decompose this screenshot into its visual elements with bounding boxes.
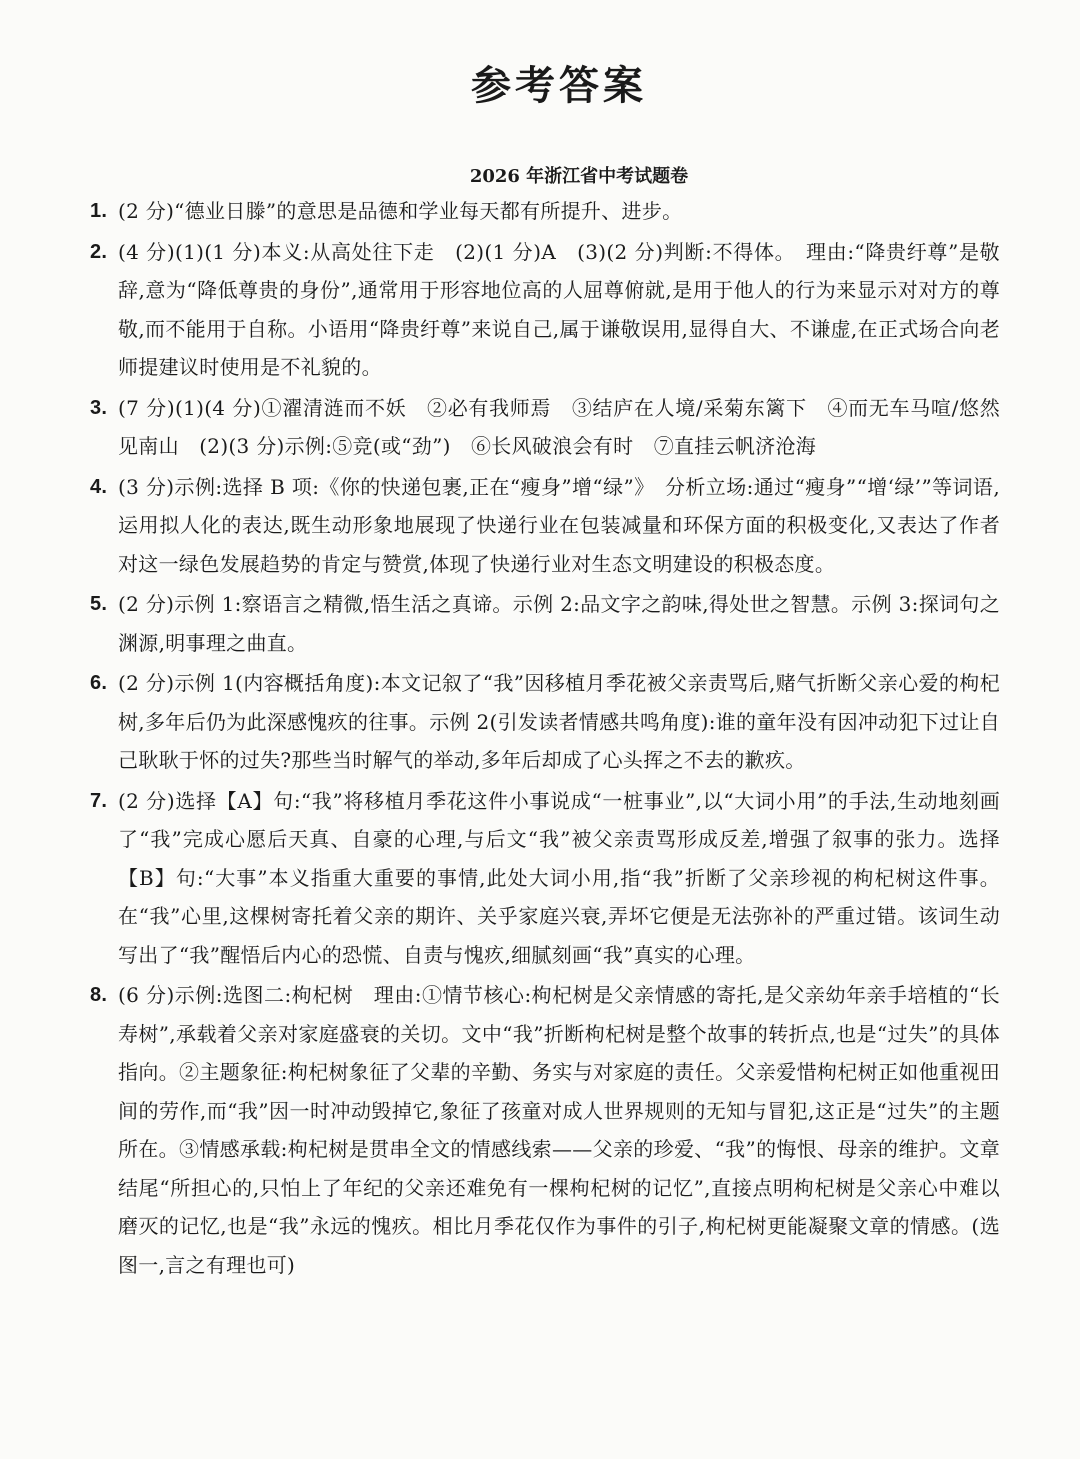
answer-text: (6 分)示例:选图二:枸杞树 理由:①情节核心:枸杞树是父亲情感的寄托,是父亲幼年亲手培植的“长寿树”,承载着父亲对家庭盛衰的关切。文中“我”折断枸杞树是整个故事的转折点,也是“过失”的具体指向。②主题象征:枸杞树象征了父辈的辛勤、务实与对家庭的责任。父亲爱惜枸杞树正如他重视田间的劳作,而“我”因一时冲动毁掉它,象征了孩童对成人世界规则的无知与冒犯,这正是“过失”的主题所在。③情感承载:枸杞树是贯串全文的情感线索——父亲的珍爱、“我”的悔恨、母亲的维护。文章结尾“所担心的,只怕上了年纪的父亲还难免有一棵枸杞树的记忆”,直接点明枸杞树是父亲心中难以磨灭的记忆,也是“我”永远的愧疚。相比月季花仅作为事件的引子,枸杞树更能凝聚文章的情感。(选图一,言之有理也可): [118, 983, 1000, 1277]
question-number: 2.: [90, 240, 108, 263]
answer-text: (4 分)(1)(1 分)本义:从高处往下走 (2)(1 分)A (3)(2 分)判断:不得体。 理由:“降贵纡尊”是敬辞,意为“降低尊贵的身份”,通常用于形容地位高的人屈尊俯就,是用于他人的行为来显示对对方的尊敬,而不能用于自称。小语用“降贵纡尊”来说自己,属于谦敬误用,显得自大、不谦虚,在正式场合向老师提建议时使用是不礼貌的。: [118, 239, 1000, 379]
answer-text: (7 分)(1)(4 分)①濯清涟而不妖 ②必有我师焉 ③结庐在人境/采菊东篱下 ④而无车马喧/悠然见南山 (2)(3 分)示例:⑤竞(或“劲”) ⑥长风破浪会有时 ⑦直挂云帆济沧海: [118, 395, 1000, 458]
exam-subtitle: 2026 年浙江省中考试题卷: [469, 166, 689, 187]
question-number: 5.: [90, 593, 108, 615]
answer-list: [90, 192, 1000, 1284]
answer-item-1: [90, 192, 1000, 231]
answer-text: (3 分)示例:选择 B 项:《你的快递包裹,正在“瘦身”增“绿”》 分析立场:通过“瘦身”“增‘绿’”等词语,运用拟人化的表达,既生动形象地展现了快递行业在包装减量和环保方面的积极变化,又表达了作者对这一绿色发展趋势的肯定与赞赏,体现了快递行业对生态文明建设的积极态度。: [118, 474, 1000, 576]
answer-item-7: [90, 782, 1000, 975]
question-number: 4.: [90, 475, 108, 498]
question-number: 3.: [90, 396, 108, 419]
answer-item-5: [90, 585, 1000, 662]
question-number: 7.: [90, 789, 108, 812]
answer-item-6: [90, 664, 1000, 780]
answer-item-3: [90, 389, 1000, 466]
question-number: 1.: [90, 200, 108, 222]
question-number: 8.: [90, 984, 108, 1006]
answer-text: (2 分)示例 1(内容概括角度):本文记叙了“我”因移植月季花被父亲责骂后,赌气折断父亲心爱的枸杞树,多年后仍为此深感愧疚的往事。示例 2(引发读者情感共鸣角度):谁的童年没有因冲动犯下过让自己耿耿于怀的过失?那些当时解气的举动,多年后却成了心头挥之不去的歉疚。: [118, 671, 1000, 772]
question-number: 6.: [90, 672, 108, 694]
page-title: 参考答案: [471, 63, 647, 109]
answer-item-8: [90, 976, 1000, 1284]
answer-text: (2 分)示例 1:察语言之精微,悟生活之真谛。示例 2:品文字之韵味,得处世之智慧。示例 3:探词句之渊源,明事理之曲直。: [118, 592, 1000, 655]
answer-item-2: [90, 233, 1000, 387]
answer-text: (2 分)选择【A】句:“我”将移植月季花这件小事说成“一桩事业”,以“大词小用”的手法,生动地刻画了“我”完成心愿后天真、自豪的心理,与后文“我”被父亲责骂形成反差,增强了叙事的张力。选择【B】句:“大事”本义指重大重要的事情,此处大词小用,指“我”折断了父亲珍视的枸杞树这件事。在“我”心里,这棵树寄托着父亲的期许、关乎家庭兴衰,弄坏它便是无法弥补的严重过错。该词生动写出了“我”醒悟后内心的恐慌、自责与愧疚,细腻刻画“我”真实的心理。: [118, 788, 1000, 967]
answer-text: (2 分)“德业日滕”的意思是品德和学业每天都有所提升、进步。: [118, 199, 683, 223]
answer-item-4: [90, 468, 1000, 584]
